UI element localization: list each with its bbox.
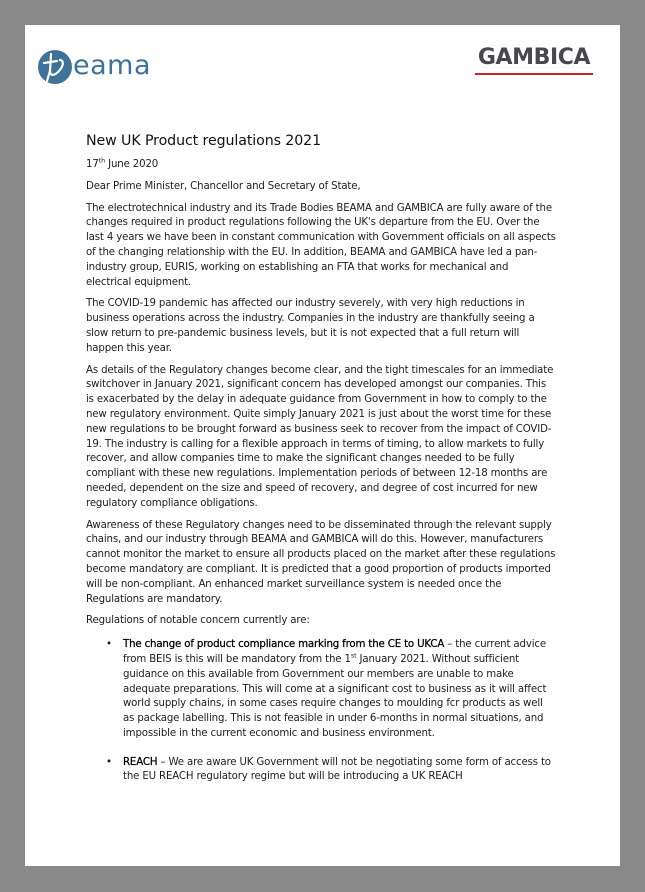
paragraph-market-surveillance: Awareness of these Regulatory changes need to be disseminated through the relevant supply chains, and our industry through BEAMA and GAMBICA will do this. However, manufacturers cannot monitor the market to ensure all products placed on the market after these regulations become mandatory are compliant. It is predicted that a good proportion of products imported will be non-compliant. An enhanced market surveillance system is needed once the Regulations are mandatory. <box>86 519 556 605</box>
salutation: Dear Prime Minister, Chancellor and Secretary of State, <box>86 180 361 192</box>
paragraph-industry-awareness: The electrotechnical industry and its Trade Bodies BEAMA and GAMBICA are fully aware of the changes required in product regulations following the UK's departure from the EU. Over the last 4 years we have been in constant communication with Government officials on all aspects of the changing relationship with the EU. In addition, BEAMA and GAMBICA have led a pan-industry group, EURIS, working on establishing an FTA that works for mechanical and electrical equipment. <box>86 202 556 288</box>
bullet-icon: • <box>106 756 112 768</box>
beama-logo <box>38 48 151 86</box>
list-item-reach <box>86 756 556 786</box>
beama-wordmark: eama <box>73 50 152 81</box>
list-item-heading: The change of product compliance marking from the CE to UKCA <box>123 639 445 651</box>
bullet-icon: • <box>106 639 112 651</box>
date-suffix: th <box>98 156 106 165</box>
paragraph-concerns-intro: Regulations of notable concern currently are: <box>86 615 310 627</box>
document-title: New UK Product regulations 2021 <box>86 133 321 149</box>
letter-body <box>86 131 556 799</box>
paragraph-covid-impact: The COVID-19 pandemic has affected our industry severely, with very high reductions in business operations across the industry. Companies in the industry are thankfully seeing a slow return to pre-pandemic business levels, but it is not expected that a full return will happen this year. <box>86 298 535 354</box>
date-rest: June 2020 <box>105 159 159 170</box>
ordinal-suffix: st <box>350 651 357 660</box>
list-item-text-continued: January 2021. Without sufficient guidance on this available from Government our members are unable to make adequate preparations. This will come at a significant cost to business as it will affect world supply chains, in some cases require changes to moulding fcr products as well as package labelling. This is not feasible in under 6-months in normal situations, and impossible in the current economic and business environment. <box>123 653 547 739</box>
beama-b-mark-icon <box>38 50 72 84</box>
gambica-wordmark: GAMBICA <box>477 45 591 70</box>
letter-date <box>86 158 556 173</box>
gambica-underline <box>475 73 593 75</box>
paragraph-regulatory-timing: As details of the Regulatory changes become clear, and the tight timescales for an immediate switchover in January 2021, significant concern has developed amongst our companies. This is exacerbated by the delay in adequate guidance from Government in how to comply to the new regulatory environment. Quite simply January 2021 is just about the worst time for these new regulations to be brought forward as business seek to recover from the impact of COVID-19. The industry is calling for a flexible approach in terms of timing, to allow markets to fully recover, and allow companies time to make the significant changes needed to be fully compliant with these new regulations. Implementation periods of between 12-18 months are needed, dependent on the size and speed of recovery, and degree of cost incurred for new regulatory compliance obligations. <box>86 364 554 509</box>
list-item-heading: REACH <box>123 756 158 768</box>
list-item-ukca <box>86 638 556 742</box>
list-item-text: – We are aware UK Government will not be negotiating some form of access to the EU REACH regulatory regime but will be introducing a UK REACH <box>123 756 551 783</box>
gambica-logo <box>475 47 593 75</box>
date-day: 17 <box>86 159 99 170</box>
document-page <box>25 25 620 866</box>
concerns-list <box>86 638 556 785</box>
list-item-text: – the current advice from BEIS is this will be mandatory from the 1 <box>123 639 546 665</box>
